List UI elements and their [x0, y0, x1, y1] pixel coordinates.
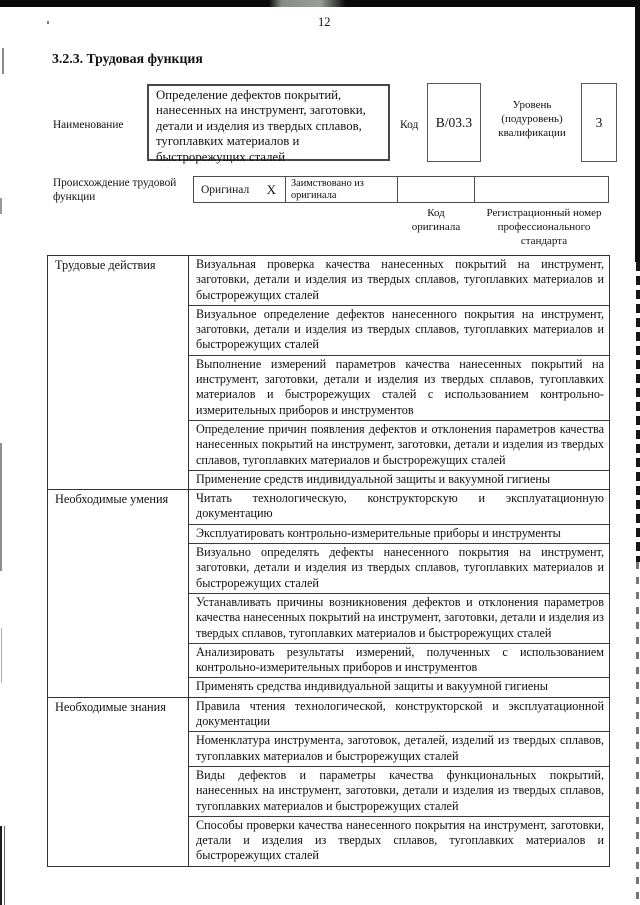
table-cell-item: Способы проверки качества нанесенного покрытия на инструмент, заготовки, детали и изделия из твердых сплавов, тугоплавких материалов и быстрорежущих сталей: [189, 816, 609, 866]
level-label: Уровень (подуровень) квалификации: [498, 99, 566, 139]
table-cell-item: Номенклатура инструмента, заготовок, деталей, изделий из твердых сплавов, тугоплавких материалов и быстрорежущих сталей: [189, 731, 609, 766]
origin-regnumber-cell: [475, 177, 608, 202]
table-cell-item: Применение средств индивидуальной защиты и вакуумной гигиены: [189, 470, 609, 489]
function-name-box: Определение дефектов покрытий, нанесенных на инструмент, заготовки, детали и изделия из твердых сплавов, тугоплавких материалов и быстрорежущих сталей: [147, 84, 390, 161]
row-label: Трудовые действия: [48, 256, 189, 489]
scan-left-mark: [2, 48, 4, 74]
scan-left-mark: [0, 443, 2, 571]
scan-right-edge: [635, 0, 640, 262]
origin-code-cell: [398, 177, 475, 202]
table-cell-item: Визуальная проверка качества нанесенных покрытий на инструмент, заготовки, детали и изделия из твердых сплавов, тугоплавких материалов и быстрорежущих сталей: [196, 257, 604, 302]
name-label: Наименование: [53, 119, 124, 131]
table-row-work-actions: [48, 256, 609, 489]
table-cell-item: Визуальное определение дефектов нанесенного покрытия на инструмент, заготовки, детали и изделия из твердых сплавов, тугоплавких материалов и быстрорежущих сталей: [189, 305, 609, 355]
table-cell-item: Устанавливать причины возникновения дефектов и отклонения параметров качества нанесенных покрытий на инструмент, заготовки, детали и изделия из твердых сплавов, тугоплавких материалов и быстрорежущих сталей: [189, 593, 609, 643]
code-label: Код: [400, 119, 419, 131]
table-cell-item: Анализировать результаты измерений, полученных с использованием контрольно-измерительных приборов и инструментов: [189, 643, 609, 678]
origin-borrowed-cell: Заимствовано из оригинала: [286, 177, 398, 202]
table-cell-item: Применять средства индивидуальной защиты и вакуумной гигиены: [189, 677, 609, 696]
labor-function-table: [47, 255, 610, 867]
row-label: Необходимые умения: [48, 490, 189, 697]
table-row-required-skills: [48, 489, 609, 697]
row-items: [189, 698, 609, 866]
table-row-required-knowledge: [48, 697, 609, 866]
scan-top-edge: [0, 0, 640, 7]
table-cell-item: Выполнение измерений параметров качества нанесенных покрытий на инструмент, заготовки, детали и изделия из твердых сплавов, тугоплавких материалов и быстрорежущих сталей с использованием контрольно-измерительных приборов и инструментов: [189, 355, 609, 420]
origin-original-label: Оригинал: [201, 183, 250, 196]
scan-left-mark: [0, 826, 2, 905]
row-label: Необходимые знания: [48, 698, 189, 866]
table-cell-item: Определение причин появления дефектов и отклонения параметров качества нанесенных покрытий на инструмент, заготовки, детали и изделия из твердых сплавов, тугоплавких материалов и быстрорежущих сталей: [189, 420, 609, 470]
table-cell-item: Визуально определять дефекты нанесенного покрытия на инструмент, заготовки, детали и изделия из твердых сплавов, тугоплавких материалов и быстрорежущих сталей: [189, 543, 609, 593]
scan-right-edge: [636, 262, 640, 562]
row-items: [189, 490, 609, 697]
section-heading: 3.2.3. Трудовая функция: [52, 51, 203, 66]
origin-table: [193, 176, 609, 203]
level-value-box: 3: [581, 83, 617, 162]
origin-label: Происхождение трудовой функции: [53, 177, 177, 203]
origin-original-cell: [194, 177, 286, 202]
scan-left-mark: [4, 826, 5, 905]
scan-left-mark: [1, 628, 2, 683]
row-items: [189, 256, 609, 489]
table-cell-item: Виды дефектов и параметры качества функциональных покрытий, нанесенных на инструмент, заготовки, детали и изделия из твердых сплавов, тугоплавких материалов и быстрорежущих сталей: [189, 766, 609, 816]
page-number: 12: [318, 15, 331, 29]
scan-left-mark: [0, 198, 2, 214]
code-value-box: В/03.3: [427, 83, 481, 162]
table-cell-item: Читать технологическую, конструкторскую и эксплуатационную документацию: [196, 491, 604, 521]
scan-right-edge: [636, 562, 639, 905]
table-cell-item: Правила чтения технологической, конструкторской и эксплуатационной документации: [196, 698, 604, 729]
scan-speck: [47, 21, 49, 24]
origin-code-caption: Код оригинала: [411, 207, 461, 233]
table-cell-item: Эксплуатировать контрольно-измерительные приборы и инструменты: [189, 524, 609, 543]
origin-regnumber-caption: Регистрационный номер профессионального стандарта: [486, 207, 602, 247]
origin-original-mark: X: [266, 181, 276, 197]
